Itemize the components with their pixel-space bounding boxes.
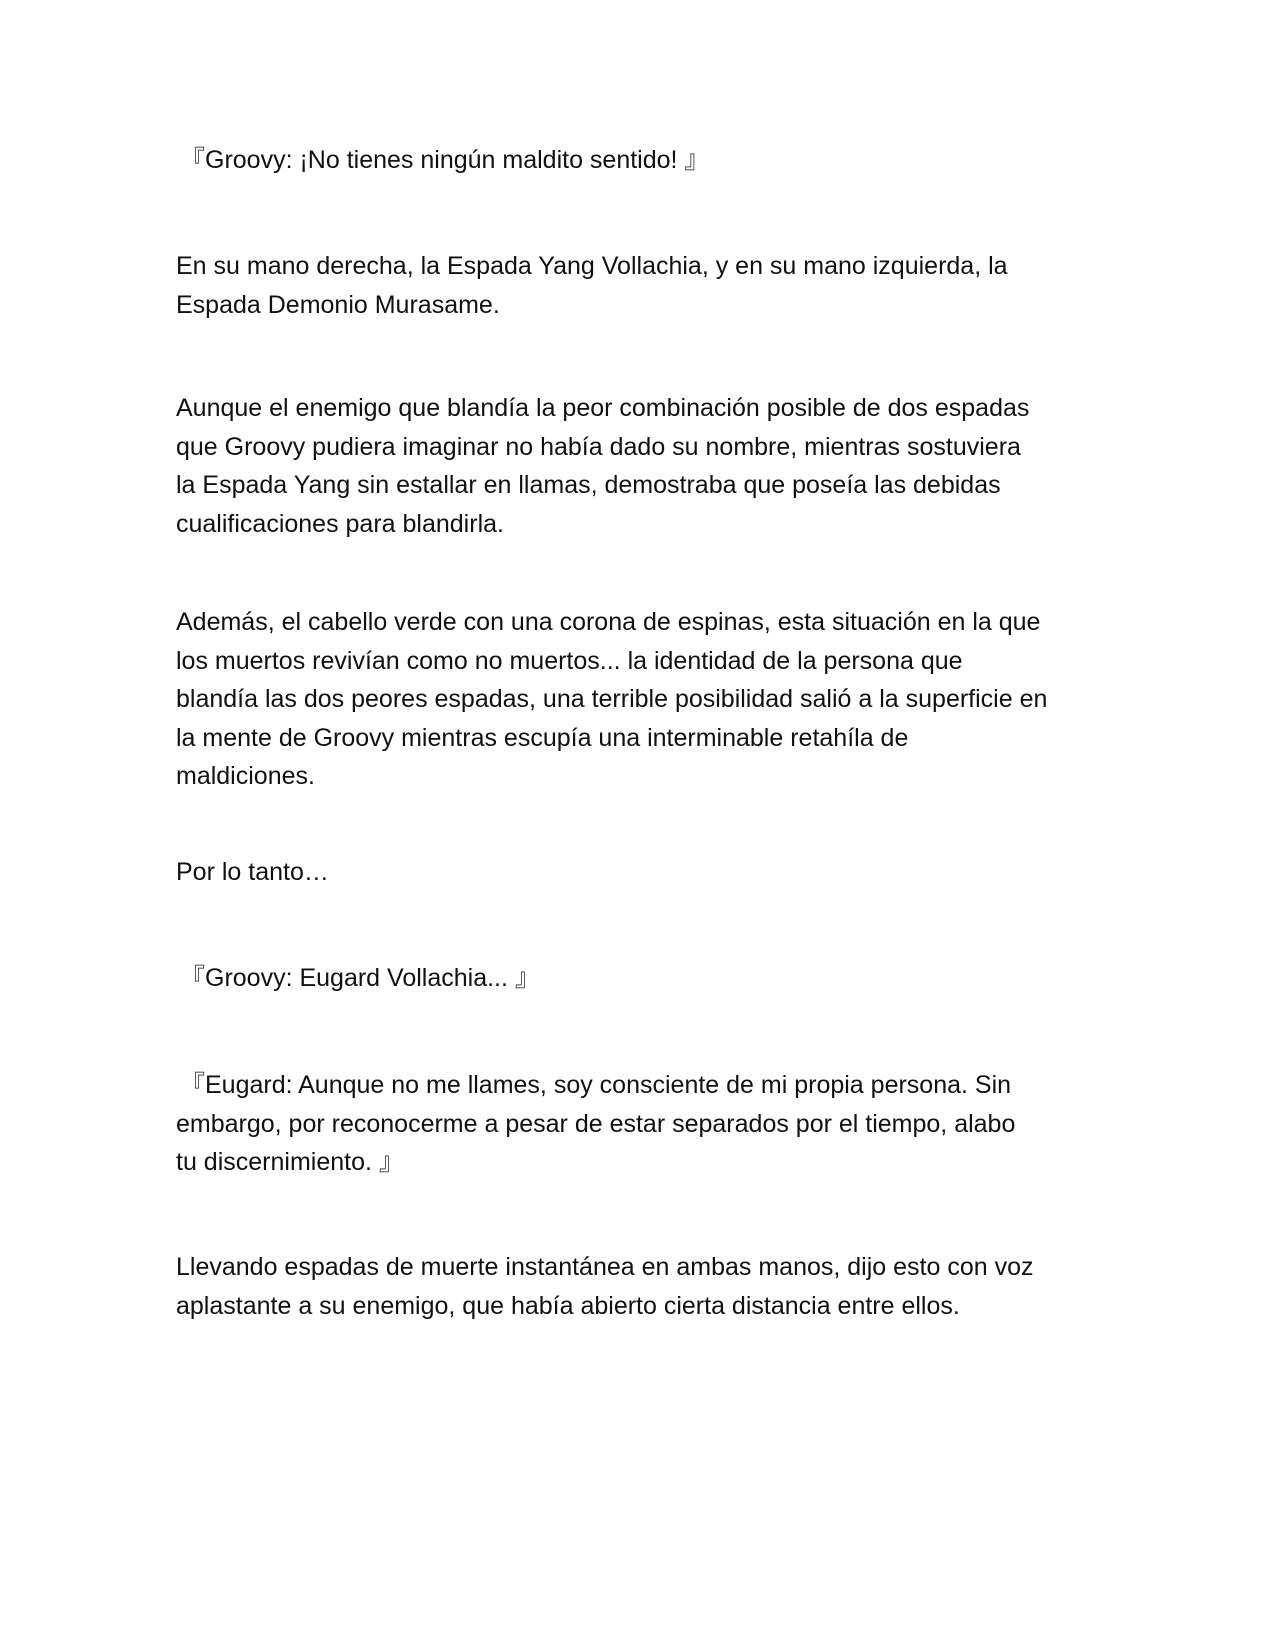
text-line: En su mano derecha, la Espada Yang Vollachia, y en su mano izquierda, la xyxy=(176,252,1008,280)
text-line: 『Groovy: ¡No tienes ningún maldito sentido! 』 xyxy=(180,146,710,174)
text-line: Aunque el enemigo que blandía la peor combinación posible de dos espadas xyxy=(176,394,1030,422)
text-line: Además, el cabello verde con una corona de espinas, esta situación en la que xyxy=(176,608,1041,636)
text-line: 『Eugard: Aunque no me llames, soy consciente de mi propia persona. Sin xyxy=(180,1071,1012,1099)
text-line: aplastante a su enemigo, que había abierto cierta distancia entre ellos. xyxy=(176,1291,960,1320)
dialogue-eugard xyxy=(176,1066,1110,1182)
text-line: blandía las dos peores espadas, una terrible posibilidad salió a la superficie en xyxy=(176,685,1048,713)
text-line: que Groovy pudiera imaginar no había dado su nombre, mientras sostuviera xyxy=(176,432,1021,461)
paragraph-identity xyxy=(176,603,1106,796)
text-line: maldiciones. xyxy=(176,762,315,790)
text-line: los muertos revivían como no muertos... la identidad de la persona que xyxy=(176,646,963,675)
dialogue-groovy-1 xyxy=(180,141,1110,180)
text-line: la Espada Yang sin estallar en llamas, demostraba que poseía las debidas xyxy=(176,471,1001,499)
paragraph-swords xyxy=(176,247,1106,324)
text-line: la mente de Groovy mientras escupía una interminable retahíla de xyxy=(176,723,909,752)
text-line: tu discernimiento. 』 xyxy=(176,1148,404,1176)
text-line: Espada Demonio Murasame. xyxy=(176,290,500,319)
text-line: 『Groovy: Eugard Vollachia... 』 xyxy=(180,964,540,992)
text-line: Por lo tanto… xyxy=(176,858,329,886)
text-line: cualificaciones para blandirla. xyxy=(176,509,504,538)
paragraph-enemy xyxy=(176,389,1106,543)
paragraph-therefore xyxy=(176,853,1106,892)
dialogue-groovy-2 xyxy=(180,959,1110,998)
text-line: Llevando espadas de muerte instantánea en ambas manos, dijo esto con voz xyxy=(176,1253,1034,1281)
paragraph-closing xyxy=(176,1248,1106,1325)
text-line: embargo, por reconocerme a pesar de estar separados por el tiempo, alabo xyxy=(176,1109,1016,1138)
